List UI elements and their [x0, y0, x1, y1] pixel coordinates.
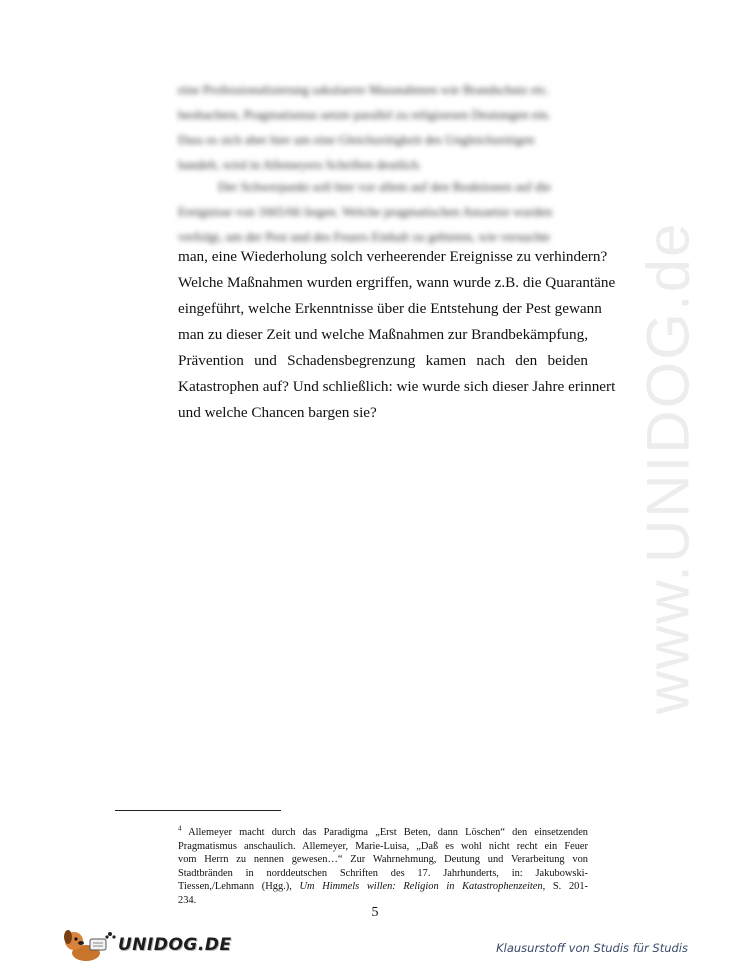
body-line: Prävention und Schadensbegrenzung kamen nach den beiden: [178, 352, 588, 369]
footer-slogan: Klausurstoff von Studis für Studis: [496, 941, 688, 955]
blurred-line: Ereignisse von 1665/66 liegen. Welche pragmatischen Ansaetze wurden: [178, 204, 553, 219]
blurred-line: verfolgt, um der Pest und des Feuers Einhalt zu gebieten, wie versuchte: [178, 229, 551, 244]
footnote-number: 4: [178, 824, 182, 833]
footnote: [178, 826, 588, 908]
footnote-line: [178, 826, 588, 840]
footnote-line: Pragmatismus anschaulich. Allemeyer, Marie-Luisa, „Daß es wohl nicht recht ein Feuer: [178, 840, 588, 852]
body-line: man zu dieser Zeit und welche Maßnahmen zur Brandbekämpfung,: [178, 326, 588, 343]
footnote-line: [178, 880, 588, 894]
blurred-line: Dass es sich aber hier um eine Gleichzeitigkeit des Ungleichzeitigen: [178, 132, 535, 147]
unidog-logo: [62, 925, 232, 965]
body-line: Welche Maßnahmen wurden ergriffen, wann wurde z.B. die Quarantäne: [178, 274, 616, 291]
footnote-divider: [115, 810, 281, 811]
blurred-paragraph-2: [178, 174, 588, 249]
footnote-text: Tiessen,/Lehmann (Hgg.),: [178, 881, 300, 893]
footnote-text: Allemeyer macht durch das Paradigma „Erst Beten, dann Löschen“ den einsetzenden: [188, 827, 589, 838]
footnote-line: 234.: [178, 894, 197, 906]
body-paragraph: [178, 244, 616, 426]
footnote-book-title: Um Himmels willen: Religion in Katastrophenzeiten: [299, 881, 543, 893]
body-line: und welche Chancen bargen sie?: [178, 404, 377, 421]
page-number: 5: [371, 905, 379, 920]
blurred-paragraph-1: [178, 77, 588, 177]
body-line: Katastrophen auf? Und schließlich: wie wurde sich dieser Jahre erinnert: [178, 378, 616, 395]
watermark-text: www.UNIDOG.de: [634, 221, 702, 715]
body-line: man, eine Wiederholung solch verheerender Ereignisse zu verhindern?: [178, 248, 608, 265]
footnote-text: , S. 201-: [542, 881, 588, 893]
footnote-line: Stadtbränden in norddeutschen Schriften des 17. Jahrhunderts, in: Jakubowski-: [178, 867, 588, 879]
blurred-line: handelt, wird in Allemeyers Schriften deutlich.: [178, 157, 422, 172]
blurred-line: beobachten, Pragmatismus setzte parallel zu religioesen Deutungen ein.: [178, 107, 551, 122]
dog-mascot-icon: [62, 925, 118, 965]
footnote-line: vom Herrn zu nennen gewesen…“ Zur Wahrnehmung, Deutung und Verarbeitung von: [178, 854, 588, 866]
body-line: eingeführt, welche Erkenntnisse über die Entstehung der Pest gewann: [178, 300, 602, 317]
logo-text: UNIDOG.DE: [118, 935, 232, 955]
blurred-line: eine Professionalisierung sakulaerer Massnahmen wie Brandschutz etc.: [178, 82, 550, 97]
blurred-line: Der Schwerpunkt soll hier vor allem auf den Reaktionen auf die: [218, 179, 551, 194]
